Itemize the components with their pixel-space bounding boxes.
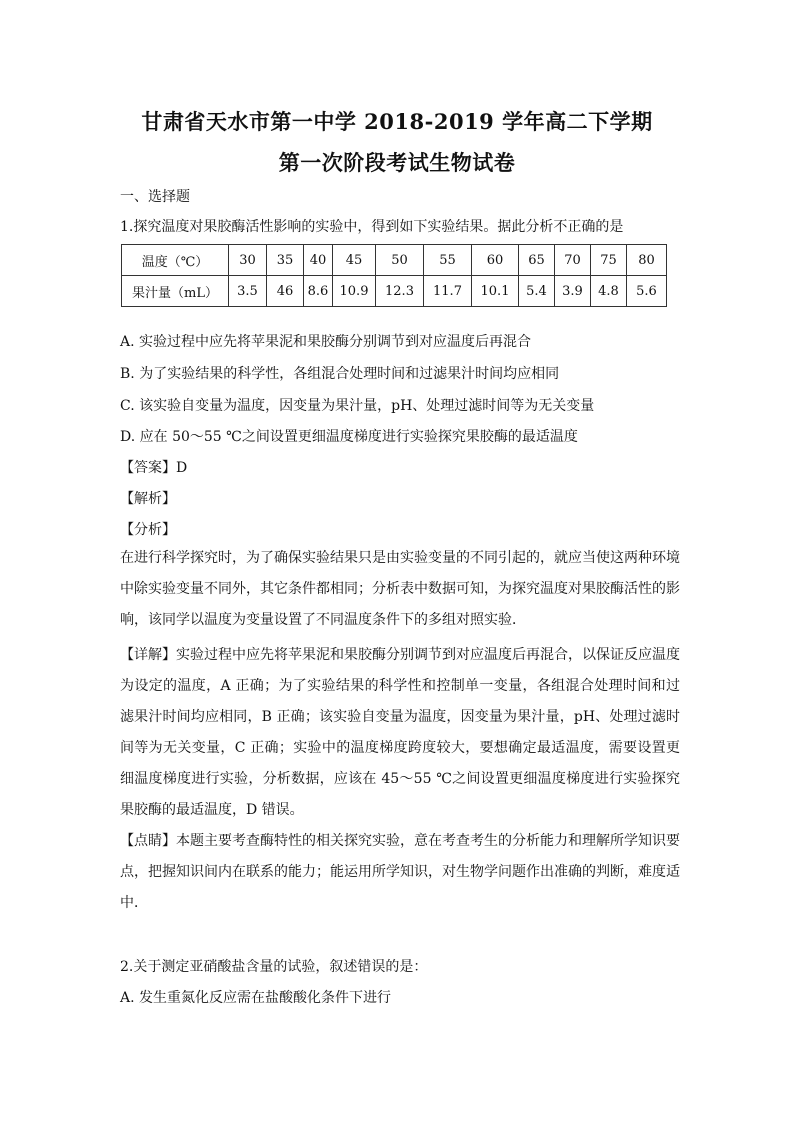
- explanation-heading: 【解析】: [120, 491, 176, 507]
- option-c: C. 该实验自变量为温度，因变量为果汁量，pH、处理过滤时间等为无关变量: [120, 398, 595, 414]
- option-a: A. 实验过程中应先将苹果泥和果胶酶分别调节到对应温度后再混合: [120, 334, 532, 350]
- detail-paragraph: [120, 640, 680, 826]
- analysis-heading: 【分析】: [120, 522, 176, 538]
- option-b: B. 为了实验结果的科学性，各组混合处理时间和过滤果汁时间均应相同: [120, 366, 560, 382]
- analysis-paragraph: 在进行科学探究时，为了确保实验结果只是由实验变量的不同引起的，就应当使这两种环境中除实验变量不同外，其它条件都相同；分析表中数据可知，为探究温度对果胶酶活性的影响，该同学以温度为变量设置了不同温度条件下的多组对照实验．: [120, 550, 680, 628]
- table-cell: 8.6: [304, 276, 333, 307]
- table-cell: 75: [591, 245, 627, 276]
- table-cell: 45: [333, 245, 376, 276]
- table-cell: 12.3: [376, 276, 424, 307]
- table-cell: 80: [627, 245, 667, 276]
- table-cell: 46: [267, 276, 304, 307]
- key-point-label: 【点睛】: [120, 833, 176, 849]
- table-row: [122, 276, 667, 307]
- question-1-stem: 1.探究温度对果胶酶活性影响的实验中，得到如下实验结果。据此分析不正确的是: [120, 219, 624, 235]
- table-cell: 40: [304, 245, 333, 276]
- section-heading: 一、选择题: [120, 189, 190, 205]
- table-cell: 10.9: [333, 276, 376, 307]
- table-cell: 11.7: [424, 276, 472, 307]
- temperature-juice-table: [121, 244, 667, 307]
- table-cell: 65: [519, 245, 555, 276]
- table-cell: 5.6: [627, 276, 667, 307]
- table-cell: 5.4: [519, 276, 555, 307]
- table-cell: 30: [229, 245, 267, 276]
- key-point-text: 本题主要考查酶特性的相关探究实验，意在考查考生的分析能力和理解所学知识要点，把握知识间内在联系的能力；能运用所学知识，对生物学问题作出准确的判断，难度适中．: [120, 833, 680, 911]
- table-cell: 3.5: [229, 276, 267, 307]
- answer-line: 【答案】D: [120, 460, 188, 476]
- title-line-2: 第一次阶段考试生物试卷: [278, 150, 516, 175]
- title-line-1: 甘肃省天水市第一中学 2018-2019 学年高二下学期: [141, 109, 653, 134]
- table-cell: 35: [267, 245, 304, 276]
- table-row-header: 果汁量（mL）: [122, 276, 229, 307]
- table-cell: 4.8: [591, 276, 627, 307]
- table-cell: 70: [555, 245, 591, 276]
- table-cell: 60: [472, 245, 519, 276]
- question-2-stem: 2.关于测定亚硝酸盐含量的试验，叙述错误的是：: [120, 959, 428, 975]
- table-cell: 50: [376, 245, 424, 276]
- table-cell: 3.9: [555, 276, 591, 307]
- table-row-header: 温度（℃）: [122, 245, 229, 276]
- question-2-option-a: A. 发生重氮化反应需在盐酸酸化条件下进行: [120, 990, 392, 1006]
- table-cell: 10.1: [472, 276, 519, 307]
- table-row: [122, 245, 667, 276]
- detail-text: 实验过程中应先将苹果泥和果胶酶分别调节到对应温度后再混合，以保证反应温度为设定的温度，A 正确；为了实验结果的科学性和控制单一变量，各组混合处理时间和过滤果汁时间均应相同，B 正确；该实验自变量为温度，因变量为果汁量，pH、处理过滤时间等为无关变量，C 正确；实验中的温度梯度跨度较大，要想确定最适温度，需要设置更细温度梯度进行实验，分析数据，应该在 45～55 ℃之间设置更细温度梯度进行实验探究果胶酶的最适温度，D 错误。: [120, 647, 680, 818]
- detail-label: 【详解】: [120, 647, 176, 663]
- table-cell: 55: [424, 245, 472, 276]
- key-point-paragraph: [120, 826, 680, 919]
- option-d: D. 应在 50～55 ℃之间设置更细温度梯度进行实验探究果胶酶的最适温度: [120, 429, 578, 445]
